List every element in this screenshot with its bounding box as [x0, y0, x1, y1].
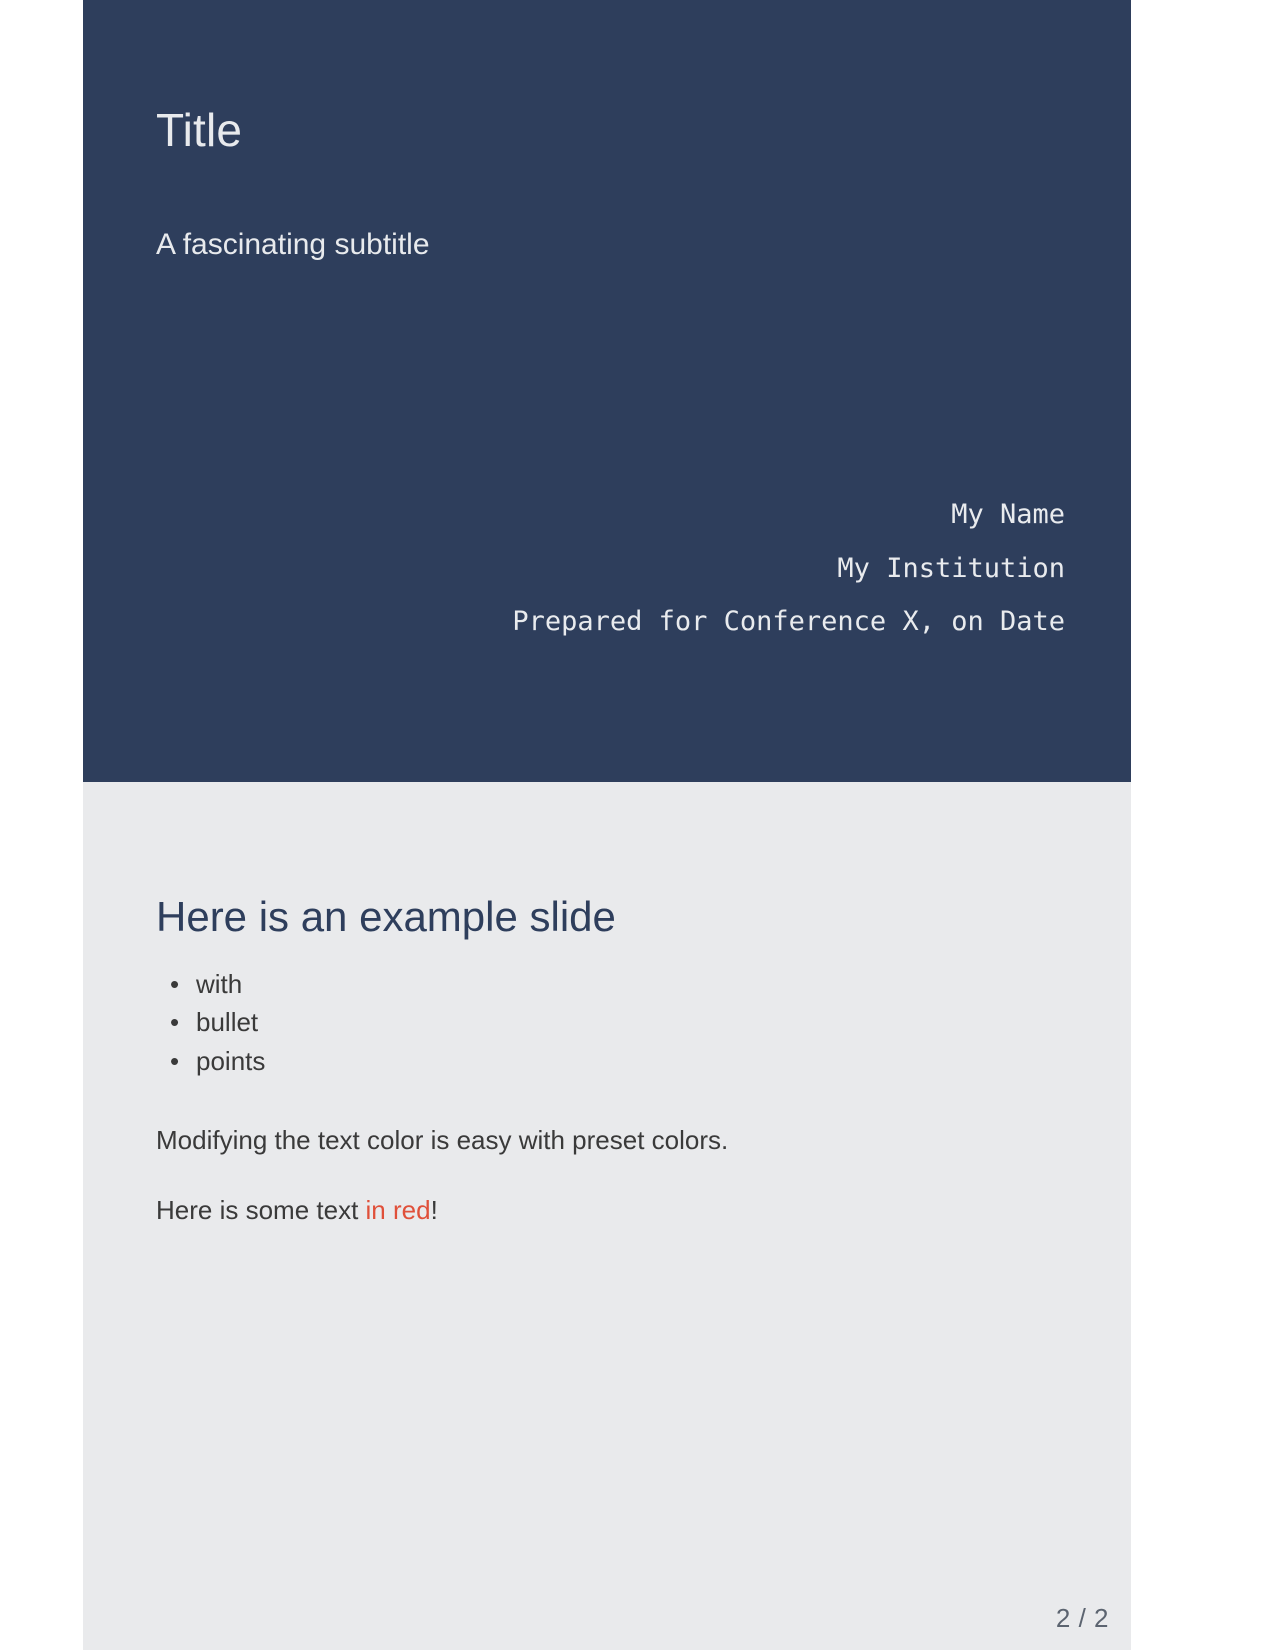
page-number: 2 / 2 [1055, 1603, 1109, 1633]
slide-heading: Here is an example slide [156, 892, 616, 940]
author-name: My Name [951, 499, 1065, 530]
bullet-list [156, 965, 265, 1080]
list-item: • bullet [196, 1003, 265, 1041]
slide-deck [83, 0, 1131, 1650]
paragraph-2-suffix: ! [430, 1195, 438, 1225]
title-metadata [512, 488, 1065, 649]
author-institution: My Institution [837, 552, 1065, 584]
list-item: • points [196, 1042, 265, 1080]
presentation-subtitle: A fascinating subtitle [156, 227, 430, 261]
body-paragraph-2 [156, 1194, 438, 1228]
title-slide [83, 0, 1131, 782]
red-highlight-text: in red [365, 1195, 431, 1225]
presentation-title: Title [156, 103, 243, 156]
body-paragraph-1: Modifying the text color is easy with preset colors. [156, 1125, 729, 1155]
presentation-occasion: Prepared for Conference X, on Date [512, 606, 1065, 638]
paragraph-2-prefix: Here is some text [156, 1195, 366, 1225]
list-item: • with [196, 965, 265, 1003]
content-slide [83, 782, 1131, 1650]
